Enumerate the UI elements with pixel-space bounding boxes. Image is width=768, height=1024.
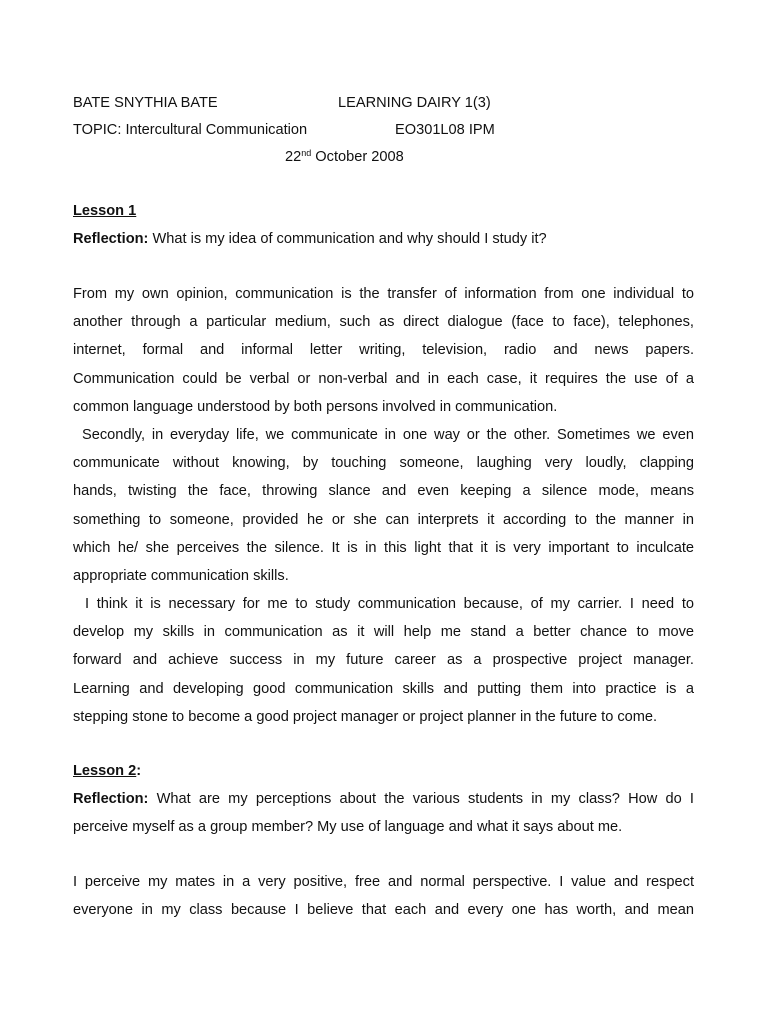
reflection-label: Reflection: — [73, 231, 149, 247]
lesson-2-title: Lesson 2 — [73, 763, 137, 779]
lesson-2-heading — [73, 761, 141, 781]
paragraph-line: Communication could be verbal or non-verbal and in each case, it requires the use of a — [73, 370, 694, 387]
lesson-1-heading — [73, 201, 136, 221]
lesson-1-title: Lesson 1 — [73, 203, 137, 219]
paragraph-line: appropriate communication skills. — [73, 567, 289, 584]
paragraph-line: everyone in my class because I believe that each and every one has worth, and mean — [73, 902, 694, 919]
paragraph-line: I perceive my mates in a very positive, free and normal perspective. I value and respect — [73, 874, 694, 890]
reflection-line — [73, 785, 694, 813]
reflection-label: Reflection: — [73, 791, 149, 807]
author-name: BATE SNYTHIA BATE — [73, 95, 218, 111]
paragraph-line: Learning and developing good communication skills and putting them into practice is a — [73, 680, 694, 697]
lesson-2-paragraph-1 — [73, 868, 694, 924]
reflection-question: What is my idea of communication and why should I study it? — [148, 231, 547, 247]
lesson-1-paragraph-2 — [73, 421, 694, 590]
paragraph-line: something to someone, provided he or she can interprets it according to the manner in — [73, 511, 694, 528]
lesson-1-paragraph-1 — [73, 280, 694, 421]
course-code: EO301L08 IPM — [395, 122, 495, 138]
date-day: 22 — [285, 149, 302, 165]
paragraph-line: From my own opinion, communication is the transfer of information from one individual to — [73, 286, 694, 302]
document-title: LEARNING DAIRY 1(3) — [338, 95, 491, 111]
date-suffix: nd — [301, 148, 312, 158]
paragraph-line: Secondly, in everyday life, we communicate in one way or the other. Sometimes we even — [82, 427, 694, 443]
reflection-question: What are my perceptions about the various students in my class? How do I — [148, 791, 694, 807]
document-date — [285, 147, 404, 167]
date-rest: October 2008 — [311, 149, 404, 165]
lesson-2-colon: : — [136, 763, 142, 779]
lesson-2-reflection — [73, 785, 694, 841]
paragraph-line: internet, formal and informal letter writing, television, radio and news papers. — [73, 342, 694, 359]
paragraph-line: common language understood by both persons involved in communication. — [73, 398, 558, 415]
paragraph-line: stepping stone to become a good project manager or project planner in the future to come. — [73, 708, 658, 725]
paragraph-line: develop my skills in communication as it will help me stand a better chance to move — [73, 624, 694, 641]
reflection-line: perceive myself as a group member? My use of language and what it says about me. — [73, 819, 623, 836]
paragraph-line: forward and achieve success in my future career as a prospective project manager. — [73, 652, 694, 669]
paragraph-line: which he/ she perceives the silence. It is in this light that it is very important to inculcate — [73, 539, 694, 556]
paragraph-line: communicate without knowing, by touching someone, laughing very loudly, clapping — [73, 455, 694, 472]
paragraph-line: I think it is necessary for me to study communication because, of my carrier. I need to — [85, 596, 694, 612]
topic-line: TOPIC: Intercultural Communication — [73, 122, 308, 138]
paragraph-line: hands, twisting the face, throwing slance and even keeping a silence mode, means — [73, 483, 694, 500]
lesson-1-paragraph-3 — [73, 590, 694, 731]
lesson-1-reflection — [73, 225, 694, 253]
paragraph-line: another through a particular medium, such as direct dialogue (face to face), telephones, — [73, 314, 694, 331]
